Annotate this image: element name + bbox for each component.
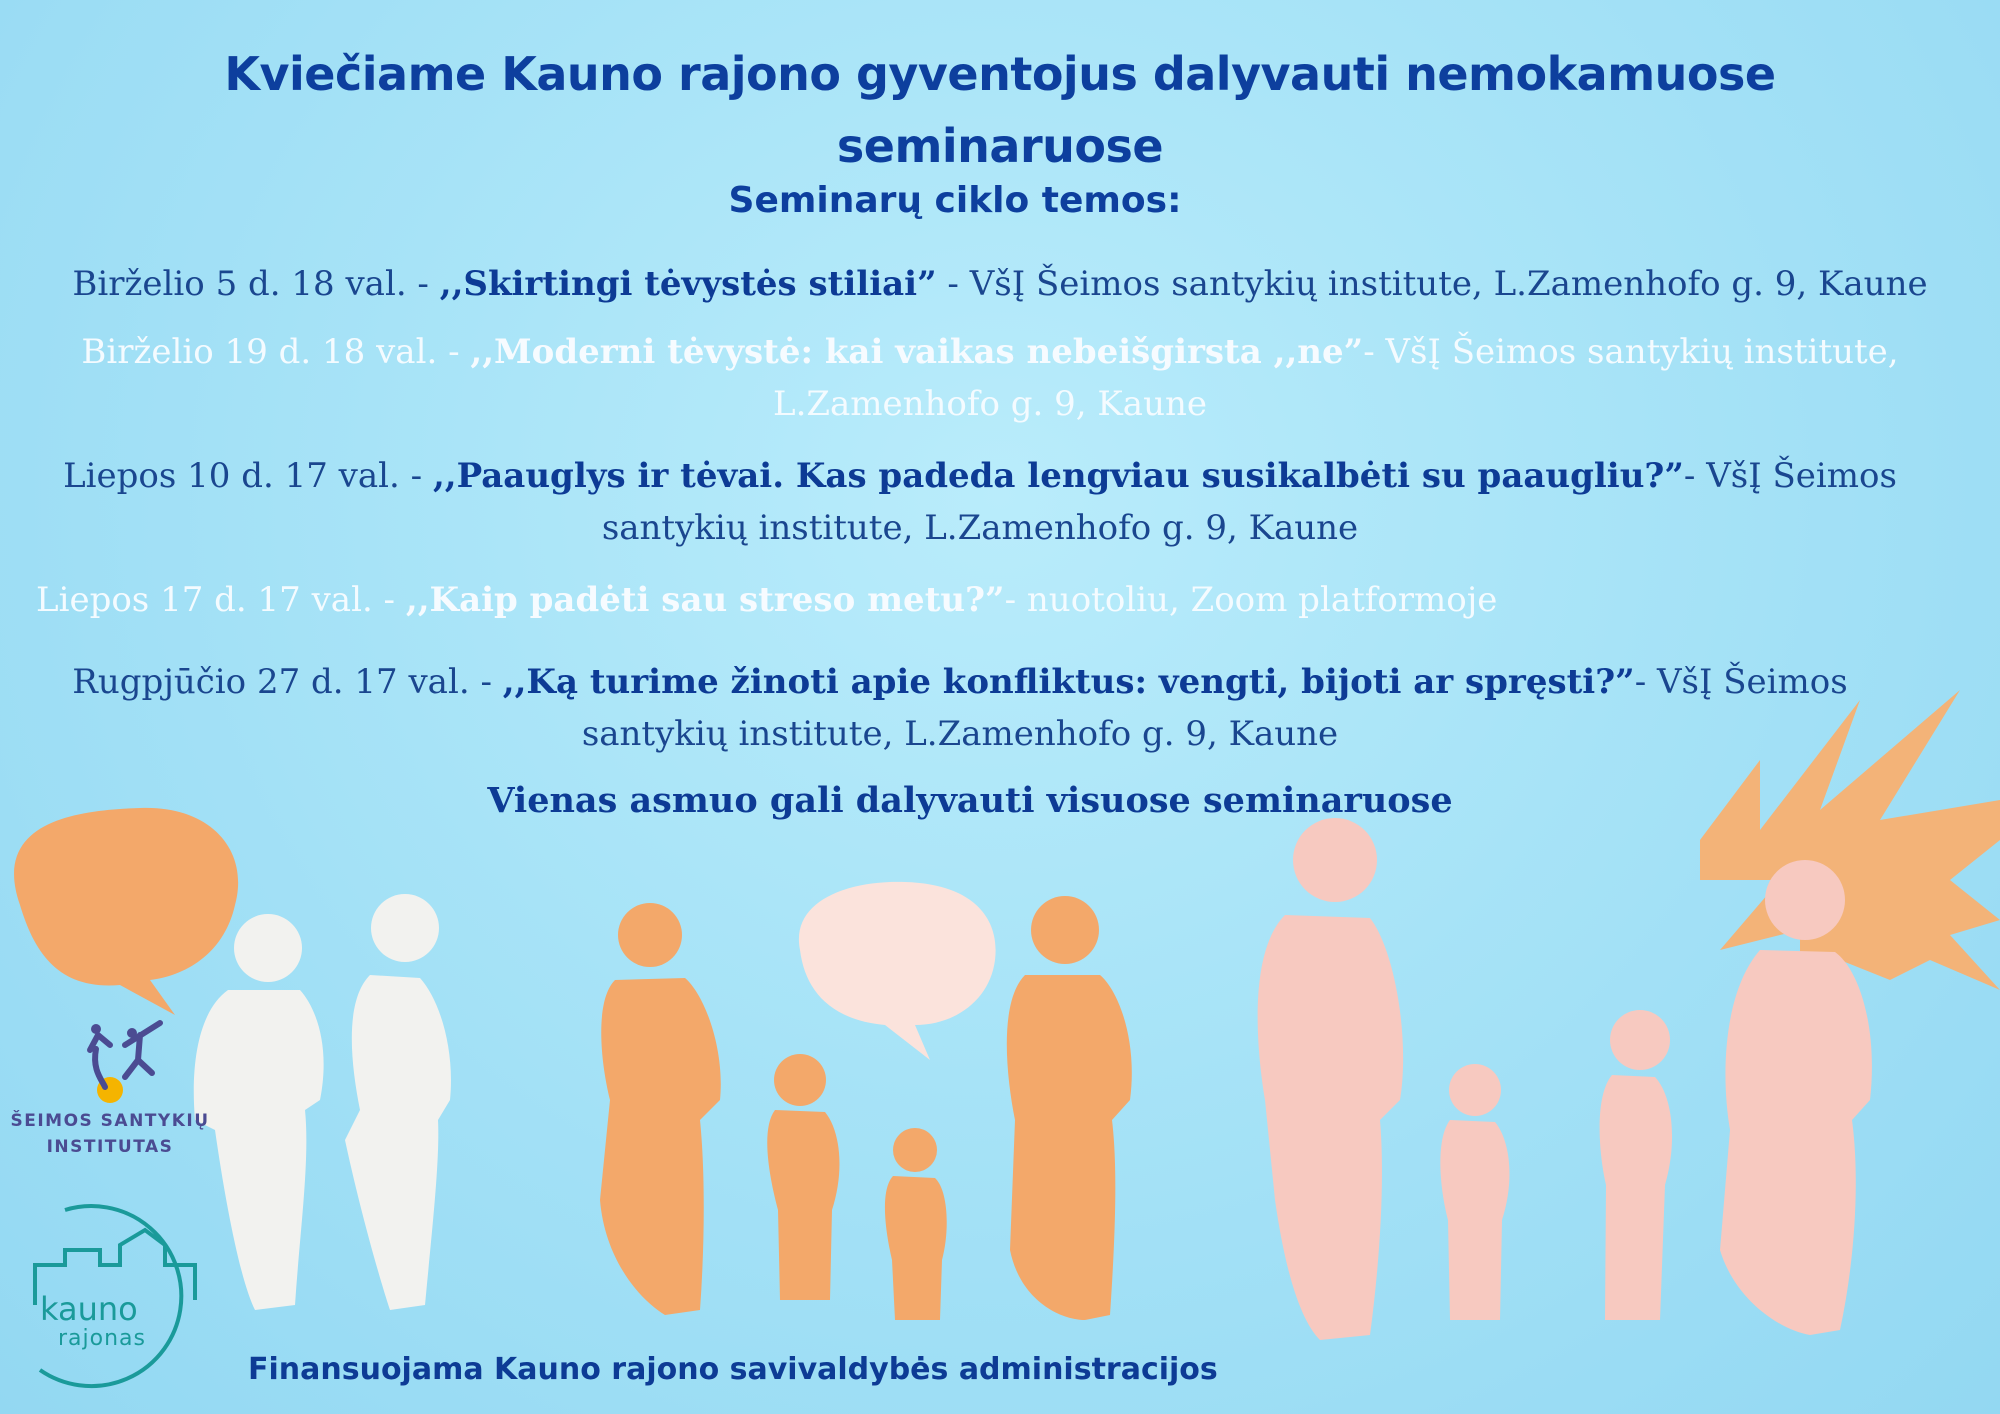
event-item-5	[30, 656, 1890, 760]
event-topic: ,,Moderni tėvystė: kai vaikas nebeišgirsta ,,ne”	[470, 332, 1364, 372]
pink-family-silhouette	[1258, 818, 1872, 1340]
event-topic: ,,Kaip padėti sau streso metu?”	[405, 580, 1005, 620]
event-topic: ,,Ką turime žinoti apie konfliktus: vengti, bijoti ar spręsti?”	[502, 662, 1635, 702]
page-title: Kviečiame Kauno rajono gyventojus dalyvauti nemokamuose seminaruose	[224, 47, 1776, 173]
section-subtitle: Seminarų ciklo temos:	[728, 180, 1182, 221]
participation-note: Vienas asmuo gali dalyvauti visuose seminaruose	[487, 780, 1453, 821]
event-item-3	[30, 450, 1930, 554]
white-couple-silhouette	[194, 894, 451, 1310]
event-location: - VšĮ Šeimos santykių institute, L.Zamenhofo g. 9, Kaune	[581, 662, 1848, 754]
event-location: - VšĮ Šeimos santykių institute, L.Zamenhofo g. 9, Kaune	[936, 264, 1928, 304]
funding-footer: Finansuojama Kauno rajono savivaldybės administracijos	[248, 1352, 1218, 1387]
institute-logo-text	[0, 1108, 220, 1160]
pink-speech-bubble-icon	[799, 882, 996, 1060]
district-logo-line1: kauno	[40, 1290, 138, 1328]
event-date: Birželio 5 d. 18 val. -	[72, 264, 440, 304]
event-date: Liepos 10 d. 17 val. -	[63, 456, 433, 496]
institute-name-line1: ŠEIMOS SANTYKIŲ	[10, 1111, 210, 1131]
event-date: Birželio 19 d. 18 val. -	[81, 332, 471, 372]
event-item-2	[30, 326, 1950, 430]
event-location: - VšĮ Šeimos santykių institute, L.Zamenhofo g. 9, Kaune	[773, 332, 1899, 424]
event-date: Liepos 17 d. 17 val. -	[36, 580, 406, 620]
event-date: Rugpjūčio 27 d. 17 val. -	[72, 662, 503, 702]
event-topic: ,,Paauglys ir tėvai. Kas padeda lengviau susikalbėti su paaugliu?”	[432, 456, 1684, 496]
event-topic: ,,Skirtingi tėvystės stiliai”	[439, 264, 937, 304]
event-location: - VšĮ Šeimos santykių institute, L.Zamenhofo g. 9, Kaune	[601, 456, 1897, 548]
district-logo-line2: rajonas	[58, 1326, 146, 1351]
orange-speech-bubble-icon	[14, 808, 238, 1015]
event-item-4	[36, 574, 1566, 626]
event-item-1	[20, 258, 1980, 310]
institute-name-line2: INSTITUTAS	[46, 1137, 174, 1157]
event-location: - nuotoliu, Zoom platformoje	[1004, 580, 1498, 620]
